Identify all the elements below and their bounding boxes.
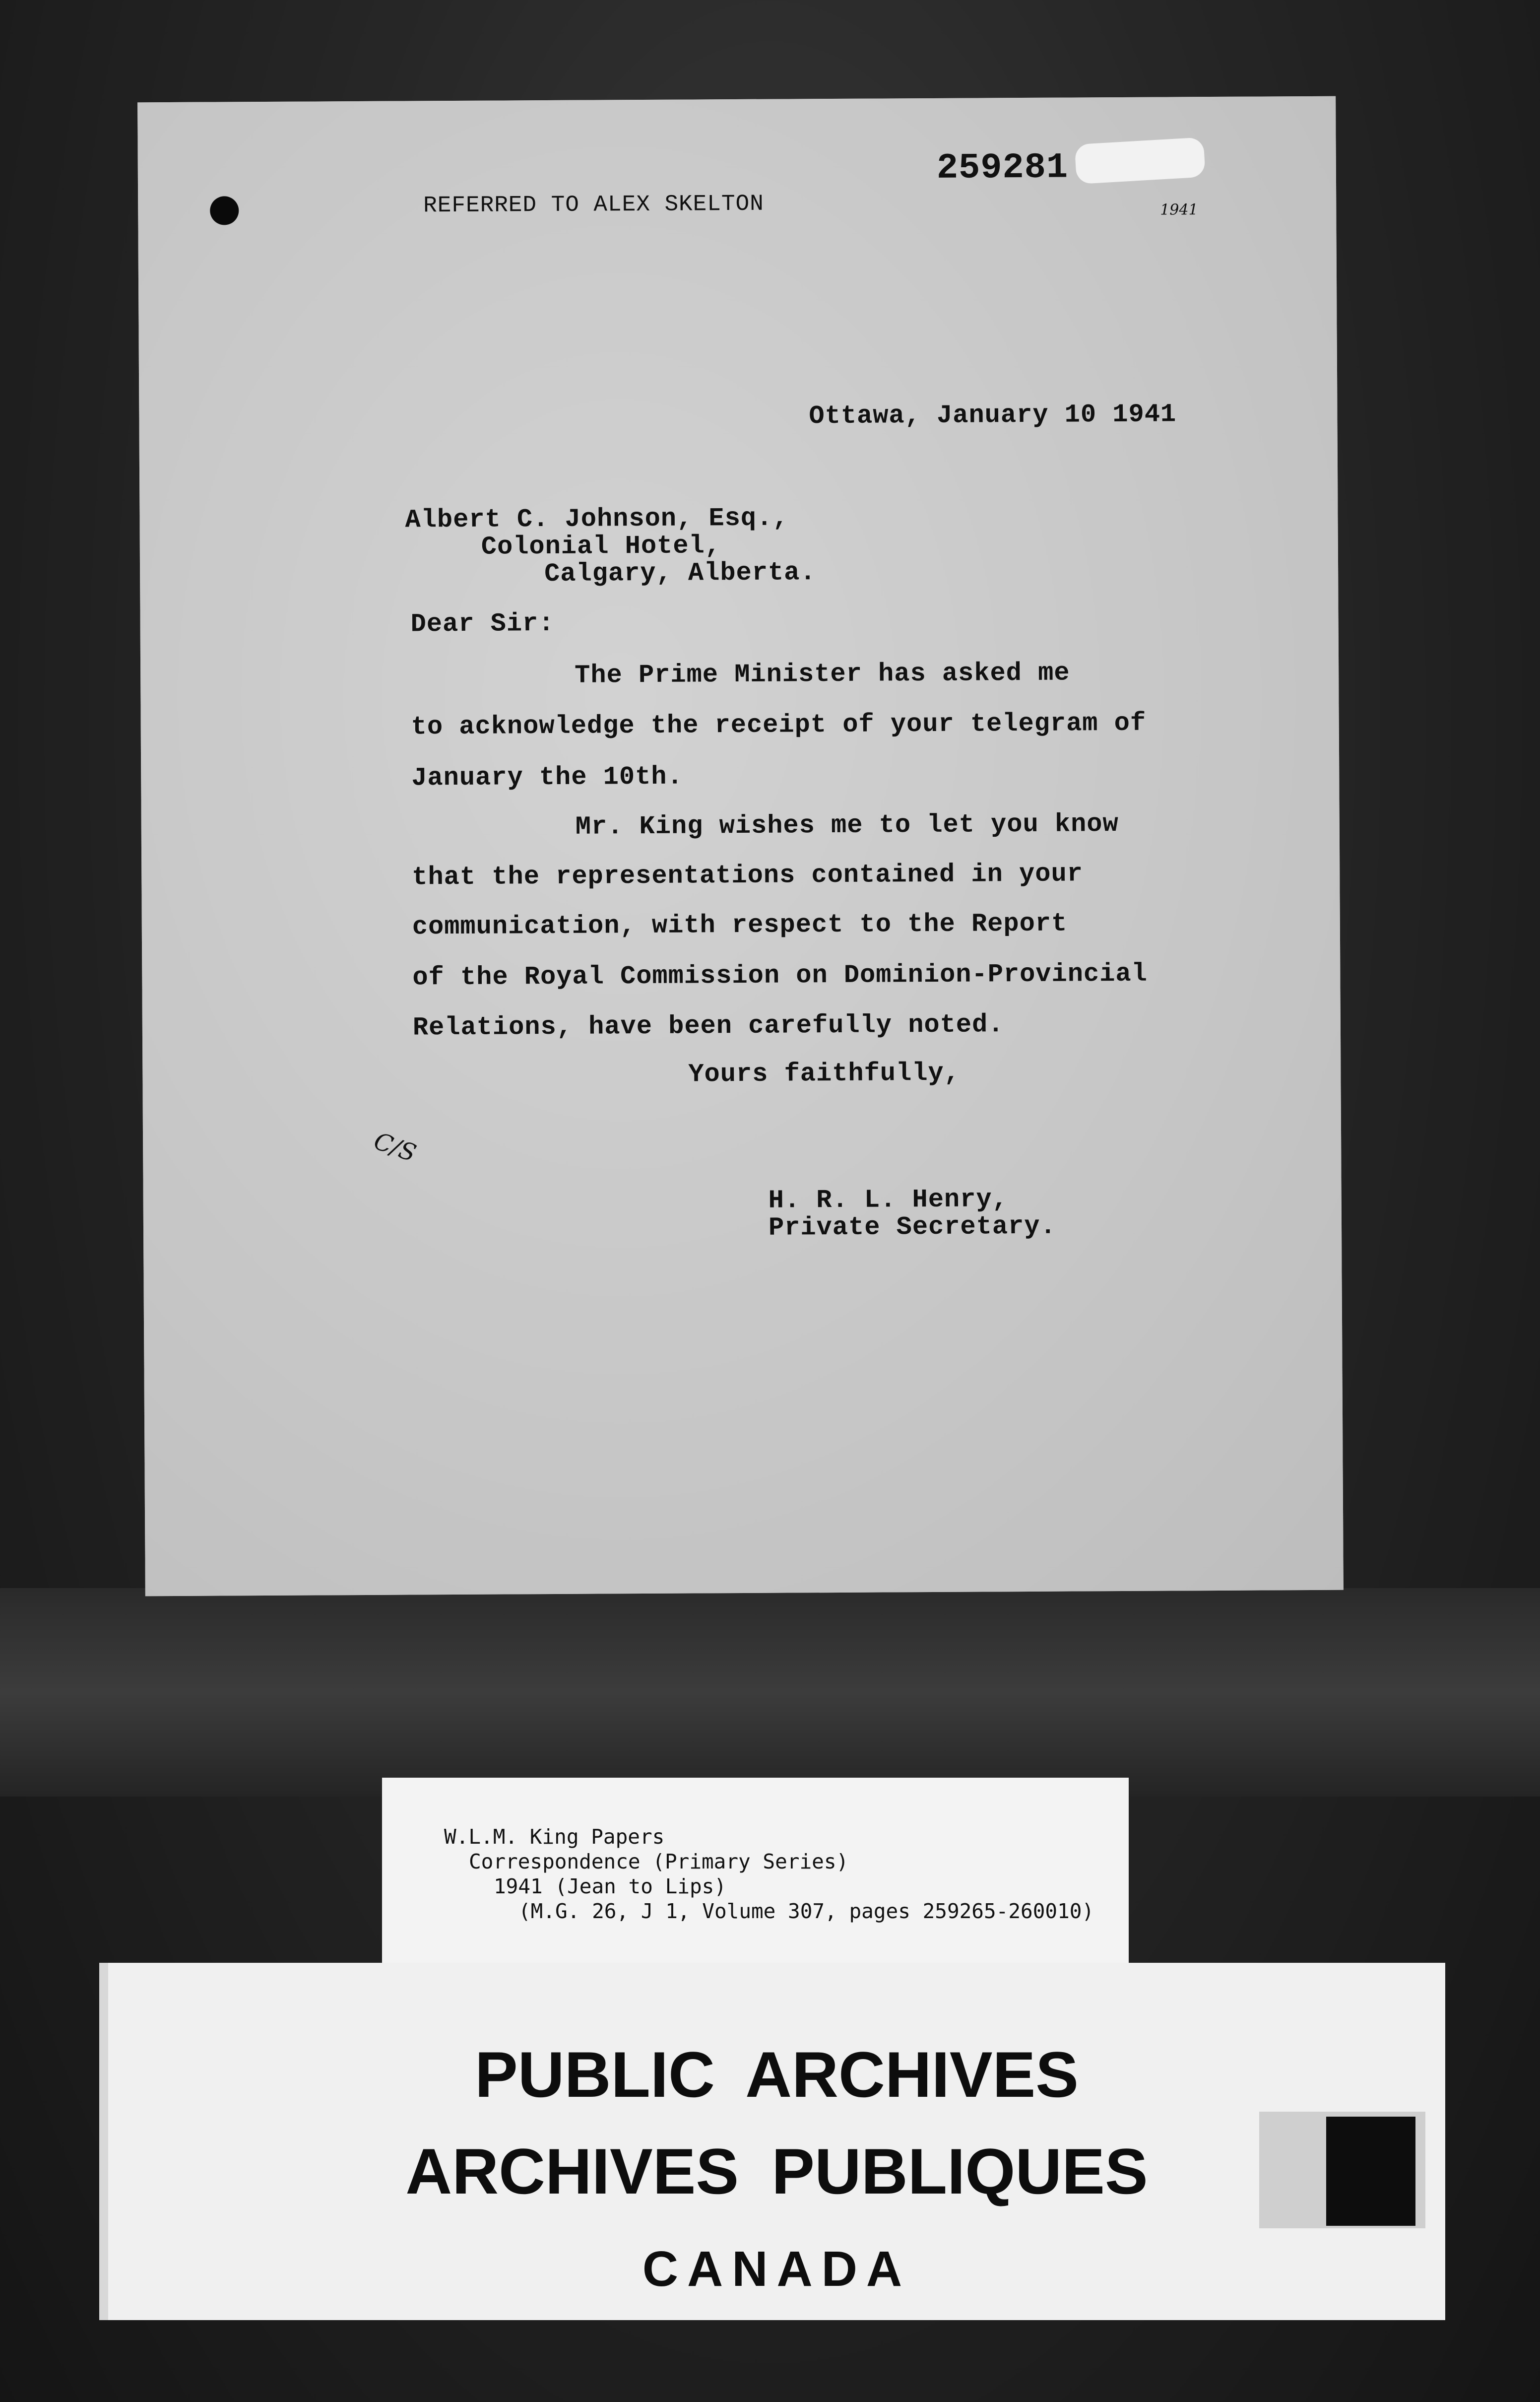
redaction-mark xyxy=(1075,137,1206,184)
catalog-line: Correspondence (Primary Series) xyxy=(469,1850,849,1873)
letter-sheet xyxy=(137,96,1344,1597)
closing: Yours faithfully, xyxy=(688,1058,961,1089)
paragraph2-line: Mr. King wishes me to let you know xyxy=(575,809,1119,842)
addressee-name: Albert C. Johnson, Esq., xyxy=(405,503,789,535)
catalog-line: W.L.M. King Papers xyxy=(444,1825,665,1849)
paragraph2-line: of the Royal Commission on Dominion-Provincial xyxy=(412,959,1148,993)
catalog-line: (M.G. 26, J 1, Volume 307, pages 259265-260010) xyxy=(518,1899,1094,1923)
handwritten-year: 1941 xyxy=(1160,201,1198,219)
referred-to-note: REFERRED TO ALEX SKELTON xyxy=(423,191,764,219)
archives-title-en: PUBLIC ARCHIVES xyxy=(475,2038,1079,2111)
initials: C/S xyxy=(370,1127,420,1168)
catalog-line: 1941 (Jean to Lips) xyxy=(494,1874,726,1898)
paragraph1-line: to acknowledge the receipt of your telegram of xyxy=(411,708,1147,742)
signature-name: H. R. L. Henry, xyxy=(768,1185,1008,1215)
catalog-label xyxy=(382,1778,1129,1966)
signature-title: Private Secretary. xyxy=(768,1211,1056,1243)
archives-plate xyxy=(99,1963,1445,2320)
paragraph1-line: The Prime Minister has asked me xyxy=(575,658,1070,690)
paragraph2-line: that the representations contained in your xyxy=(412,859,1084,892)
salutation: Dear Sir: xyxy=(410,608,555,639)
paragraph2-line: communication, with respect to the Report xyxy=(412,909,1068,942)
punch-hole xyxy=(210,196,239,225)
paragraph1-line: January the 10th. xyxy=(411,762,683,793)
document-number: 259281 xyxy=(936,147,1069,189)
archives-title-fr: ARCHIVES PUBLIQUES xyxy=(405,2135,1148,2207)
date-line: Ottawa, January 10 1941 xyxy=(809,400,1177,431)
plate-tab xyxy=(1326,2117,1415,2226)
archives-country: CANADA xyxy=(642,2241,911,2297)
paragraph2-line: Relations, have been carefully noted. xyxy=(412,1010,1004,1043)
addressee-city: Calgary, Alberta. xyxy=(544,558,816,589)
scan-band xyxy=(0,1588,1540,1797)
addressee-hotel: Colonial Hotel, xyxy=(481,531,721,562)
